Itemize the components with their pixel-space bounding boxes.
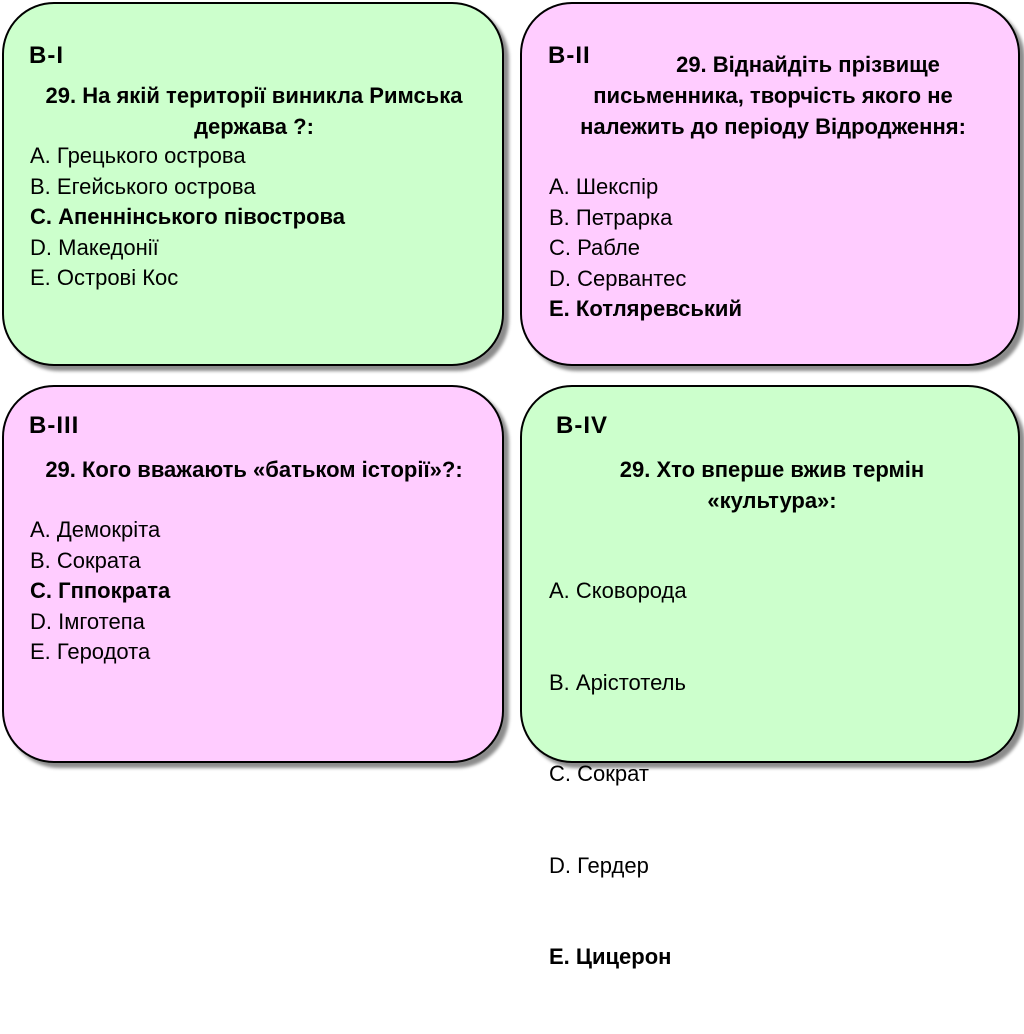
answer-option-d: D. Гердер [549, 852, 649, 878]
variant-label: В-ІІІ [29, 412, 80, 439]
answer-option-b: B. Петрарка [549, 204, 673, 230]
answer-options [549, 515, 687, 1034]
answer-option-a: A. Шекспір [549, 174, 659, 199]
answer-option-a: A. Демокріта [30, 517, 161, 542]
question-card-variant-1 [2, 2, 504, 366]
answer-option-b: B. Сократа [30, 547, 141, 573]
question-text: 29. Хто вперше вжив термін «культура»: [619, 457, 925, 513]
answer-option-c-correct: C. Гппократа [30, 578, 171, 603]
answer-option-c: C. Рабле [549, 235, 640, 260]
answer-option-a: A. Сковорода [549, 578, 687, 603]
answer-option-c: C. Сократ [549, 761, 649, 786]
answer-option-d: D. Імготепа [30, 608, 145, 634]
answer-option-d: D. Сервантес [549, 265, 687, 291]
answer-option-a: A. Грецького острова [30, 143, 246, 168]
question-card-variant-3 [2, 385, 504, 763]
answer-options [549, 172, 742, 325]
answer-option-c-correct: C. Апеннінського півострова [30, 204, 345, 229]
answer-option-e: E. Острові Кос [30, 265, 179, 290]
answer-option-e-correct: E. Цицерон [549, 944, 672, 969]
question-card-variant-4 [520, 385, 1020, 969]
answer-option-b: B. Арістотель [549, 669, 686, 695]
answer-option-b: B. Егейського острова [30, 173, 256, 199]
variant-label: В-І [29, 42, 64, 69]
question-text: 29. Віднайдіть прізвище письменника, творчість якого не належить до періоду Відродження: [580, 52, 966, 139]
question-text: 29. Кого вважають «батьком історії»?: [45, 457, 463, 482]
question-text: 29. На якій території виникла Римська держава ?: [45, 83, 463, 139]
answer-options [30, 141, 345, 294]
answer-option-e-correct: E. Котляревський [549, 296, 742, 321]
variant-label: В-ІІ [548, 42, 591, 69]
answer-options [30, 515, 170, 668]
answer-option-e: E. Геродота [30, 639, 151, 664]
answer-option-d: D. Македонії [30, 234, 159, 260]
variant-label: В-IV [556, 412, 608, 439]
question-card-variant-2 [520, 2, 1020, 366]
